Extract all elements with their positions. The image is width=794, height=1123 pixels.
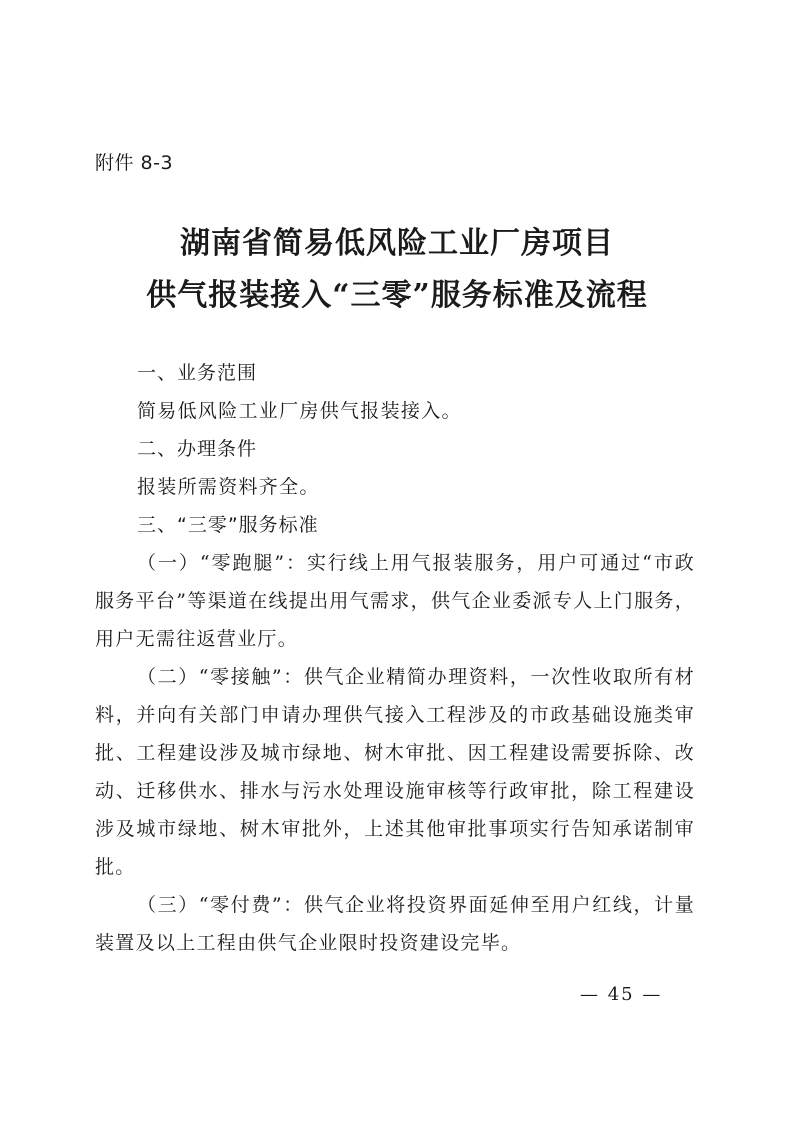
attachment-label: 附件 8-3 [95,152,174,174]
document-title-line-1: 湖南省简易低风险工业厂房项目 [180,226,614,261]
section-heading-standards: 三、“三零”服务标准 [137,514,319,536]
section-heading-conditions: 二、办理条件 [137,438,258,460]
section-paragraph-zero-fee: （三）“零付费”：供气企业将投资界面延伸至用户红线，计量装置及以上工程由供气企业限时投资建设完毕。 [95,894,695,954]
section-paragraph: 报装所需资料齐全。 [137,476,320,498]
section-paragraph: 简易低风险工业厂房供气报装接入。 [137,400,462,422]
document-title-line-2: 供气报装接入“三零”服务标准及流程 [146,278,648,313]
page-number: — 45 — [580,984,663,1005]
section-heading-scope: 一、业务范围 [137,362,258,384]
document-body [95,354,695,962]
section-paragraph-zero-contact: （二）“零接触”：供气企业精简办理资料，一次性收取所有材料，并向有关部门申请办理供气接入工程涉及的市政基础设施类审批、工程建设涉及城市绿地、树木审批、因工程建设需要拆除、改动、迁移供水、排水与污水处理设施审核等行政审批，除工程建设涉及城市绿地、树木审批外，上述其他审批事项实行告知承诺制审批。 [95,666,695,878]
section-paragraph-zero-trip: （一）“零跑腿”：实行线上用气报装服务，用户可通过“市政服务平台”等渠道在线提出用气需求，供气企业委派专人上门服务，用户无需往返营业厅。 [95,552,695,650]
